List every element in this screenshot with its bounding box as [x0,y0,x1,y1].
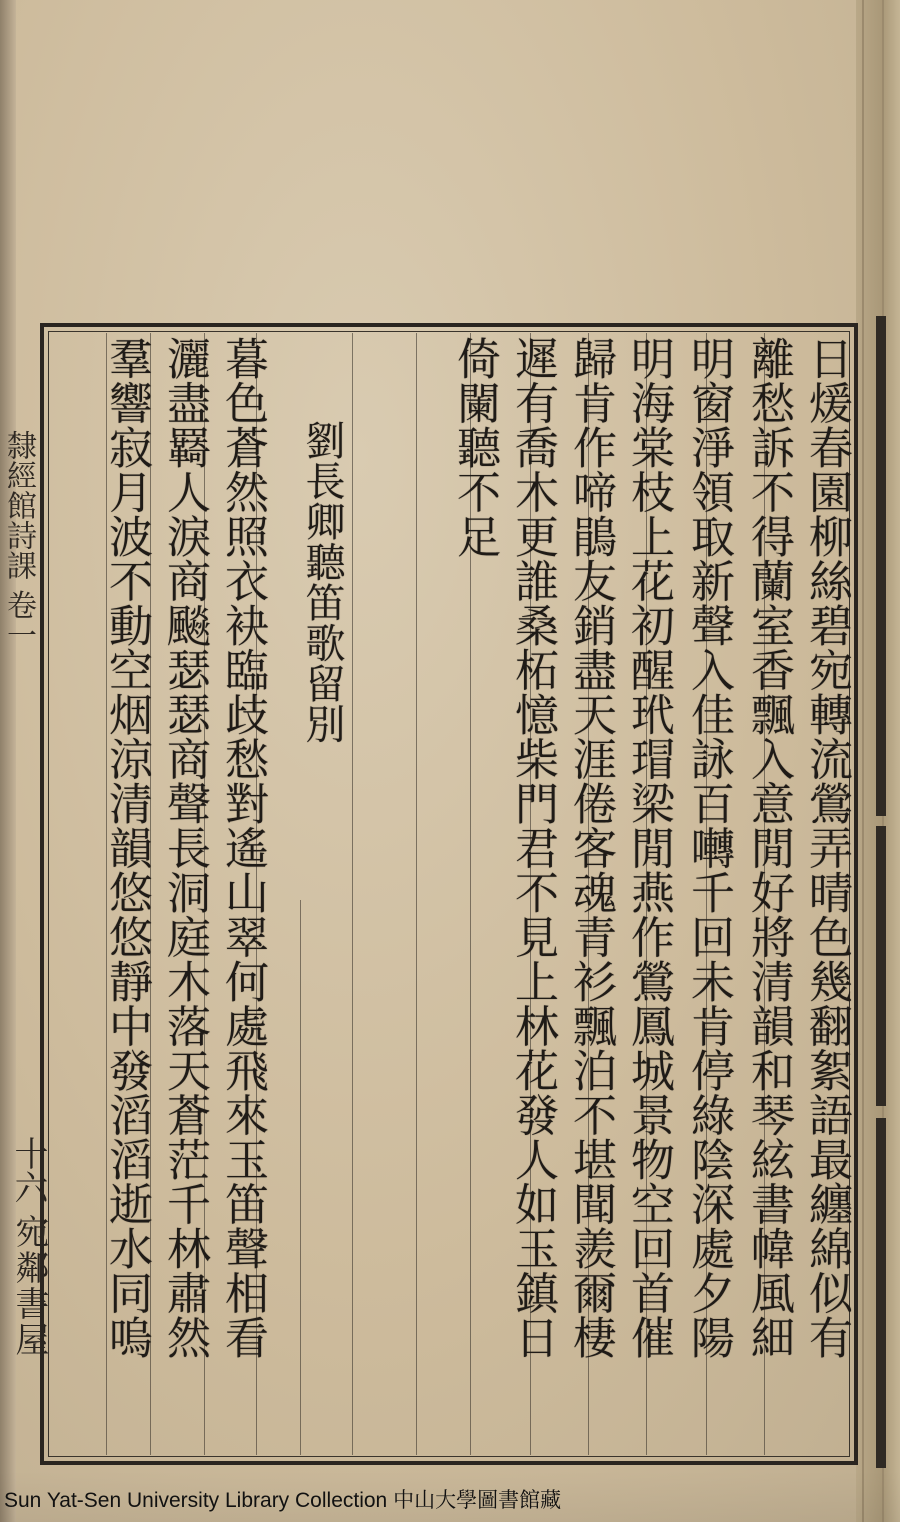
text-column-6: 遲有喬木更誰桑柘憶柴門君不見上林花發人如玉鎮日 [507,336,558,1360]
studio-name: 宛鄰書屋 [9,1214,49,1358]
credit-bar [0,1470,900,1522]
text-column-2: 離愁訴不得蘭室香飄入意閒好將清韻和琴絃書幃風細 [743,336,794,1360]
edge-frame-bar [876,1118,886,1468]
running-head: 隸經館詩課 卷一 [1,430,36,650]
text-column-7: 倚闌聽不足 [449,336,500,559]
text-column-3: 明窗淨領取新聲入佳詠百囀千回未肯停綠陰深處夕陽 [683,336,734,1360]
text-column-5: 歸肯作啼鵑友銷盡天涯倦客魂青衫飄泊不堪聞羨爾棲 [565,336,616,1360]
poem-title: 劉長卿聽笛歌留別 [299,420,345,744]
folio-number: 十六 [8,1136,48,1204]
edge-line [862,0,864,1522]
column-ruling [416,333,417,1455]
credit-text: Sun Yat-Sen University Library Collection 中山大學圖書館藏 [4,1489,562,1512]
text-column-1: 日煖春園柳絲碧宛轉流鶯弄晴色幾翻絮語最纏綿似有 [801,336,852,1360]
edge-frame-bar [876,316,886,816]
text-column-4: 明海棠枝上花初醒玳瑁梁閒燕作鶯鳳城景物空回首催 [623,336,674,1360]
text-column-10: 灑盡羇人淚商飈瑟瑟商聲長洞庭木落天蒼茫千林肅然 [159,336,210,1360]
center-fold-margin [0,0,48,1457]
text-column-9: 暮色蒼然照衣袂臨歧愁對遙山翠何處飛來玉笛聲相看 [217,336,268,1360]
column-ruling [352,333,353,1455]
text-column-11: 羣響寂月波不動空烟涼清韻悠悠靜中發滔滔逝水同嗚 [101,336,152,1360]
edge-frame-bar [876,826,886,1106]
